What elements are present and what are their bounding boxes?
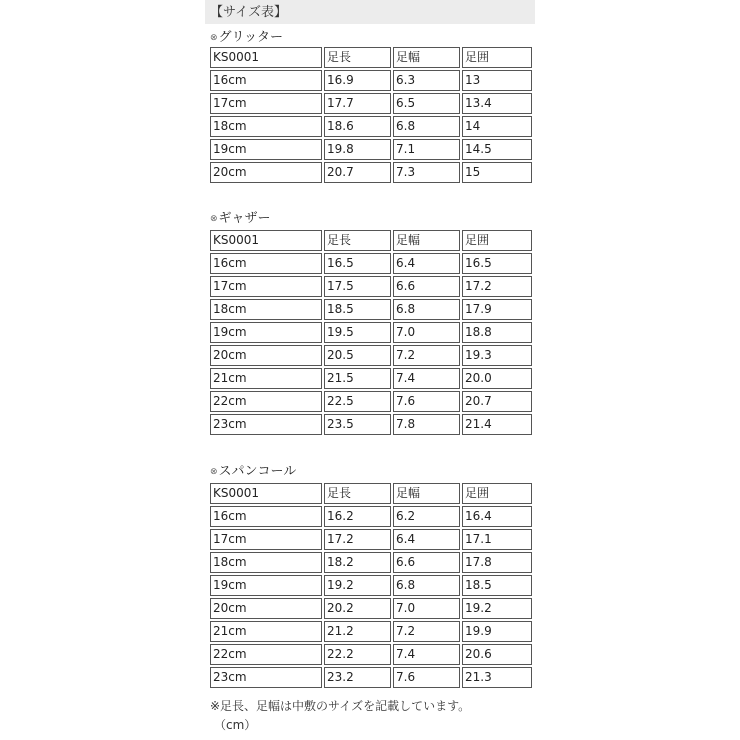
table-row	[210, 552, 532, 573]
table-cell: 20.7	[462, 391, 532, 412]
table-cell: 7.4	[393, 644, 460, 665]
table-cell: 13	[462, 70, 532, 91]
table-cell: 19.9	[462, 621, 532, 642]
table-cell: 7.8	[393, 414, 460, 435]
table-cell: 22.2	[324, 644, 391, 665]
table-cell: 18.2	[324, 552, 391, 573]
table-cell: 7.2	[393, 621, 460, 642]
table-cell: 22.5	[324, 391, 391, 412]
table-cell: 16.2	[324, 506, 391, 527]
table-cell: 22cm	[210, 391, 322, 412]
table-row	[210, 322, 532, 343]
table-row	[210, 276, 532, 297]
table-cell: 16cm	[210, 506, 322, 527]
table-cell: 17.1	[462, 529, 532, 550]
table-cell: 7.0	[393, 598, 460, 619]
table-cell: 6.2	[393, 506, 460, 527]
bullet-icon: ⊗	[210, 214, 218, 224]
table-cell: 20cm	[210, 162, 322, 183]
size-table-glitter	[208, 45, 534, 185]
table-cell: 18.8	[462, 322, 532, 343]
table-cell: 13.4	[462, 93, 532, 114]
table-cell: 17.5	[324, 276, 391, 297]
table-row	[210, 368, 532, 389]
table-cell: 6.5	[393, 93, 460, 114]
table-cell: 18.6	[324, 116, 391, 137]
header-cell: 足幅	[393, 47, 460, 68]
bullet-icon: ⊗	[210, 33, 218, 43]
table-header-row	[210, 483, 532, 504]
table-row	[210, 162, 532, 183]
table-cell: 20.7	[324, 162, 391, 183]
table-row	[210, 391, 532, 412]
table-cell: 18.5	[462, 575, 532, 596]
table-cell: 19.2	[462, 598, 532, 619]
table-cell: 14	[462, 116, 532, 137]
table-cell: 6.8	[393, 575, 460, 596]
table-cell: 17.2	[324, 529, 391, 550]
table-cell: 6.4	[393, 253, 460, 274]
table-cell: 7.2	[393, 345, 460, 366]
table-row	[210, 529, 532, 550]
table-cell: 7.6	[393, 667, 460, 688]
table-cell: 20cm	[210, 598, 322, 619]
table-cell: 20.0	[462, 368, 532, 389]
table-cell: 6.6	[393, 276, 460, 297]
table-cell: 17.2	[462, 276, 532, 297]
table-row	[210, 70, 532, 91]
section-title-label: グリッター	[218, 30, 284, 45]
table-cell: 18cm	[210, 299, 322, 320]
table-row	[210, 506, 532, 527]
section-title-label: スパンコール	[218, 464, 297, 479]
table-cell: 23cm	[210, 667, 322, 688]
table-cell: 7.4	[393, 368, 460, 389]
table-cell: 19.2	[324, 575, 391, 596]
table-cell: 17.8	[462, 552, 532, 573]
size-table-sequin	[208, 481, 534, 690]
bullet-icon: ⊗	[210, 467, 218, 477]
table-cell: 6.6	[393, 552, 460, 573]
table-cell: 6.8	[393, 299, 460, 320]
table-cell: 16.5	[462, 253, 532, 274]
table-row	[210, 621, 532, 642]
table-cell: 21.5	[324, 368, 391, 389]
size-chart-header: 【サイズ表】	[205, 0, 535, 24]
table-cell: 19.3	[462, 345, 532, 366]
header-cell: 足囲	[462, 483, 532, 504]
table-cell: 19cm	[210, 139, 322, 160]
table-cell: 16.4	[462, 506, 532, 527]
table-cell: 16.5	[324, 253, 391, 274]
header-cell: 足幅	[393, 483, 460, 504]
section-title-label: ギャザー	[218, 211, 271, 226]
table-cell: 23cm	[210, 414, 322, 435]
table-row	[210, 644, 532, 665]
table-cell: 19cm	[210, 575, 322, 596]
table-cell: 20cm	[210, 345, 322, 366]
header-cell: KS0001	[210, 47, 322, 68]
table-cell: 16.9	[324, 70, 391, 91]
table-cell: 17cm	[210, 276, 322, 297]
table-cell: 21cm	[210, 621, 322, 642]
table-header-row	[210, 47, 532, 68]
table-row	[210, 575, 532, 596]
table-cell: 20.5	[324, 345, 391, 366]
header-cell: 足長	[324, 483, 391, 504]
section-title-gather	[210, 210, 271, 228]
table-cell: 15	[462, 162, 532, 183]
table-cell: 23.2	[324, 667, 391, 688]
header-cell: KS0001	[210, 230, 322, 251]
table-header-row	[210, 230, 532, 251]
table-cell: 7.3	[393, 162, 460, 183]
table-row	[210, 414, 532, 435]
table-cell: 6.8	[393, 116, 460, 137]
table-cell: 21.4	[462, 414, 532, 435]
header-cell: KS0001	[210, 483, 322, 504]
table-cell: 21cm	[210, 368, 322, 389]
table-cell: 6.4	[393, 529, 460, 550]
header-cell: 足囲	[462, 230, 532, 251]
table-row	[210, 667, 532, 688]
table-cell: 18cm	[210, 116, 322, 137]
table-cell: 18.5	[324, 299, 391, 320]
table-cell: 7.1	[393, 139, 460, 160]
table-cell: 19cm	[210, 322, 322, 343]
table-cell: 23.5	[324, 414, 391, 435]
table-cell: 17cm	[210, 529, 322, 550]
table-row	[210, 253, 532, 274]
table-row	[210, 345, 532, 366]
table-cell: 19.5	[324, 322, 391, 343]
table-cell: 16cm	[210, 70, 322, 91]
table-cell: 14.5	[462, 139, 532, 160]
table-row	[210, 116, 532, 137]
table-cell: 21.3	[462, 667, 532, 688]
table-cell: 7.6	[393, 391, 460, 412]
table-cell: 16cm	[210, 253, 322, 274]
header-cell: 足長	[324, 230, 391, 251]
footnote: ※足長、足幅は中敷のサイズを記載しています。	[210, 699, 471, 713]
header-cell: 足囲	[462, 47, 532, 68]
table-cell: 17.7	[324, 93, 391, 114]
size-table-gather	[208, 228, 534, 437]
table-cell: 20.6	[462, 644, 532, 665]
header-cell: 足長	[324, 47, 391, 68]
table-row	[210, 598, 532, 619]
unit-label: （cm）	[214, 718, 257, 732]
table-row	[210, 299, 532, 320]
table-cell: 17cm	[210, 93, 322, 114]
table-cell: 7.0	[393, 322, 460, 343]
header-cell: 足幅	[393, 230, 460, 251]
table-cell: 19.8	[324, 139, 391, 160]
table-cell: 18cm	[210, 552, 322, 573]
table-row	[210, 93, 532, 114]
table-cell: 17.9	[462, 299, 532, 320]
table-cell: 20.2	[324, 598, 391, 619]
table-row	[210, 139, 532, 160]
table-cell: 6.3	[393, 70, 460, 91]
table-cell: 22cm	[210, 644, 322, 665]
table-cell: 21.2	[324, 621, 391, 642]
section-title-sequin	[210, 463, 296, 481]
